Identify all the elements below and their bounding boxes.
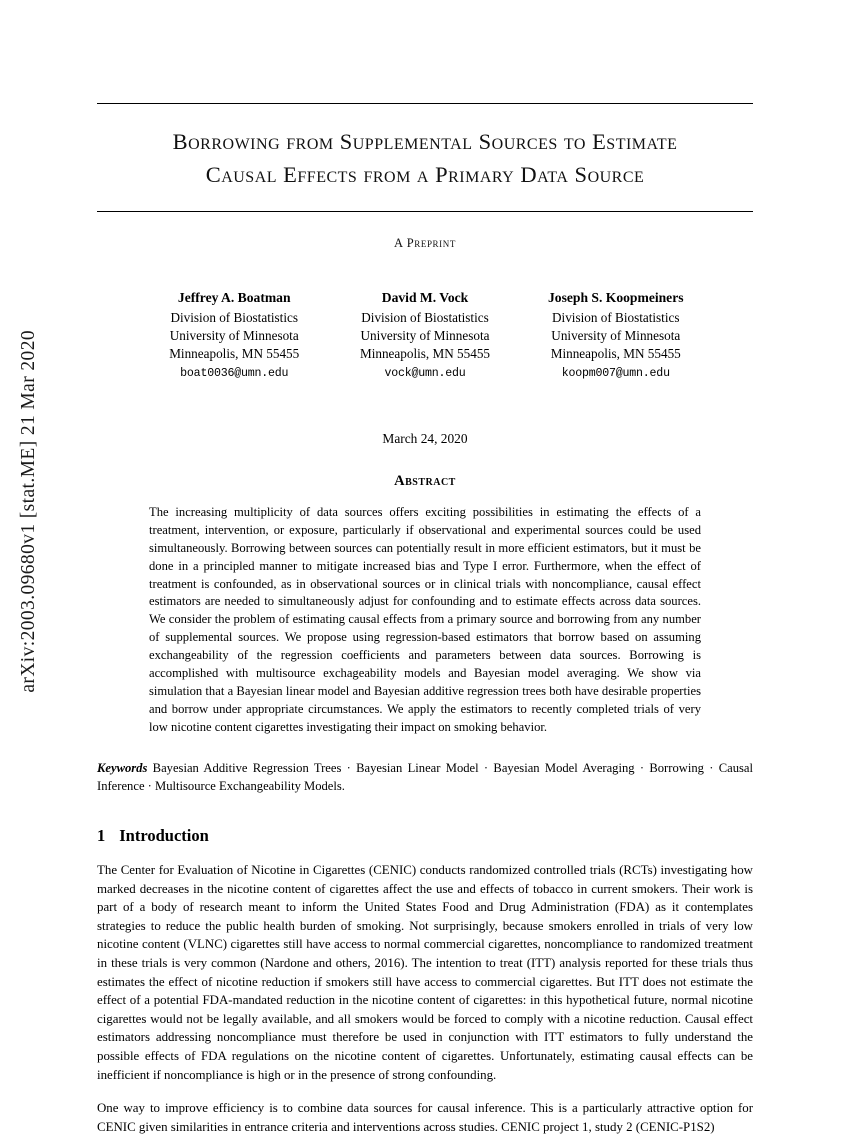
author-entry <box>139 289 329 381</box>
abstract-heading: Abstract <box>394 473 456 490</box>
author-email[interactable]: boat0036@umn.edu <box>180 366 289 380</box>
section-heading-introduction <box>97 826 753 846</box>
author-address: Minneapolis, MN 55455 <box>550 345 681 361</box>
abstract-text: The increasing multiplicity of data sources offers exciting possibilities in estimating the effects of a treatment, intervention, or exposure, particularly if observational and experimental sources could be used simultaneously. Borrowing between sources can potentially result in more efficient estimators, but it must be done in a principled manner to mitigate increased bias and Type I error. Furthermore, when the effect of treatment is confounded, as in observational sources or in clinical trials with noncompliance, causal effect estimators are needed to simultaneously adjust for confounding and to estimate effects across data sources. We consider the problem of estimating causal effects from a primary source and borrowing from any number of supplemental sources. We propose using regression-based estimators that borrow based on assuming exchangeability of the regression coefficients and parameters between data sources. Borrowing is accomplished with multisource exchageability models and Bayesian model averaging. We show via simulation that a Bayesian linear model and Bayesian additive regression trees both have desirable properties and borrow under appropriate circumstances. We apply the estimators to recently completed trials of very low nicotine content cigarettes investigating their impact on smoking behavior. <box>149 505 701 734</box>
author-address: Minneapolis, MN 55455 <box>359 345 491 361</box>
keywords-block <box>97 760 753 796</box>
title-line-1: Borrowing from Supplemental Sources to Estimate <box>172 129 678 154</box>
author-affiliation: Division of Biostatistics <box>552 310 680 326</box>
author-institution: University of Minnesota <box>551 328 681 344</box>
author-email[interactable]: koopm007@umn.edu <box>561 366 670 380</box>
preprint-label: A Preprint <box>394 236 456 251</box>
author-email[interactable]: vock@umn.edu <box>384 366 466 380</box>
publication-date: March 24, 2020 <box>382 431 468 447</box>
author-name: David M. Vock <box>381 290 469 306</box>
title-rule-top <box>97 103 753 104</box>
author-name: Joseph S. Koopmeiners <box>547 290 684 306</box>
section-number: 1 <box>97 826 106 846</box>
author-block <box>139 289 711 381</box>
title-rule-bottom <box>97 211 753 212</box>
title-line-2: Causal Effects from a Primary Data Source <box>205 161 645 187</box>
author-name: Jeffrey A. Boatman <box>177 290 291 306</box>
author-entry <box>330 289 520 381</box>
author-institution: University of Minnesota <box>169 328 299 344</box>
author-affiliation: Division of Biostatistics <box>361 310 489 326</box>
author-institution: University of Minnesota <box>360 328 490 344</box>
page-title <box>131 126 719 191</box>
arxiv-stamp: arXiv:2003.09680v1 [stat.ME] 21 Mar 2020 <box>18 330 39 693</box>
paragraph: The Center for Evaluation of Nicotine in Cigarettes (CENIC) conducts randomized controlled trials (RCTs) investigating how marked decreases in the nicotine content of cigarettes affect the use and effects of tobacco in current smokers. Their work is part of a body of research meant to inform the United States Food and Drug Administration (FDA) as it contemplates strategies to reduce the public health burden of smoking. Not surprisingly, because smokers enrolled in trials of very low nicotine content (VLNC) cigarettes still have access to normal commercial cigarettes, noncompliance to randomized treatment in these trials is very common (Nardone and others, 2016). The intention to treat (ITT) analysis reported for these trials thus estimates the effect of nicotine reduction if smokers still have access to commercial cigarettes. But ITT does not estimate the effect of a potential FDA-mandated reduction in the nicotine content of cigarettes: in this hypothetical future, normal nicotine cigarettes would not be legally available, and all smokers would be forced to comply with a nicotine reduction. Causal effect estimators addressing noncompliance must therefore be used in conjunction with ITT estimators to fully understand the possible effects of FDA regulations on the nicotine content of cigarettes. Unfortunately, estimating causal effects can be inefficient if noncompliance is high or in the presence of strong confounding. <box>97 863 753 1082</box>
author-affiliation: Division of Biostatistics <box>170 310 298 326</box>
section-title: Introduction <box>119 826 209 846</box>
author-address: Minneapolis, MN 55455 <box>169 345 300 361</box>
keywords-label: Keywords <box>97 761 148 776</box>
author-entry <box>521 289 711 381</box>
keywords-list: Bayesian Additive Regression Trees · Bayesian Linear Model · Bayesian Model Averaging · Borrowing · Causal Inference · Multisource Exchangeability Models. <box>97 761 753 794</box>
paragraph: One way to improve efficiency is to combine data sources for causal inference. This is a particularly attractive option for CENIC given similarities in entrance criteria and interventions across studies. CENIC project 1, study 2 (CENIC-P1S2) <box>97 1101 753 1134</box>
paper-page <box>97 0 753 1134</box>
